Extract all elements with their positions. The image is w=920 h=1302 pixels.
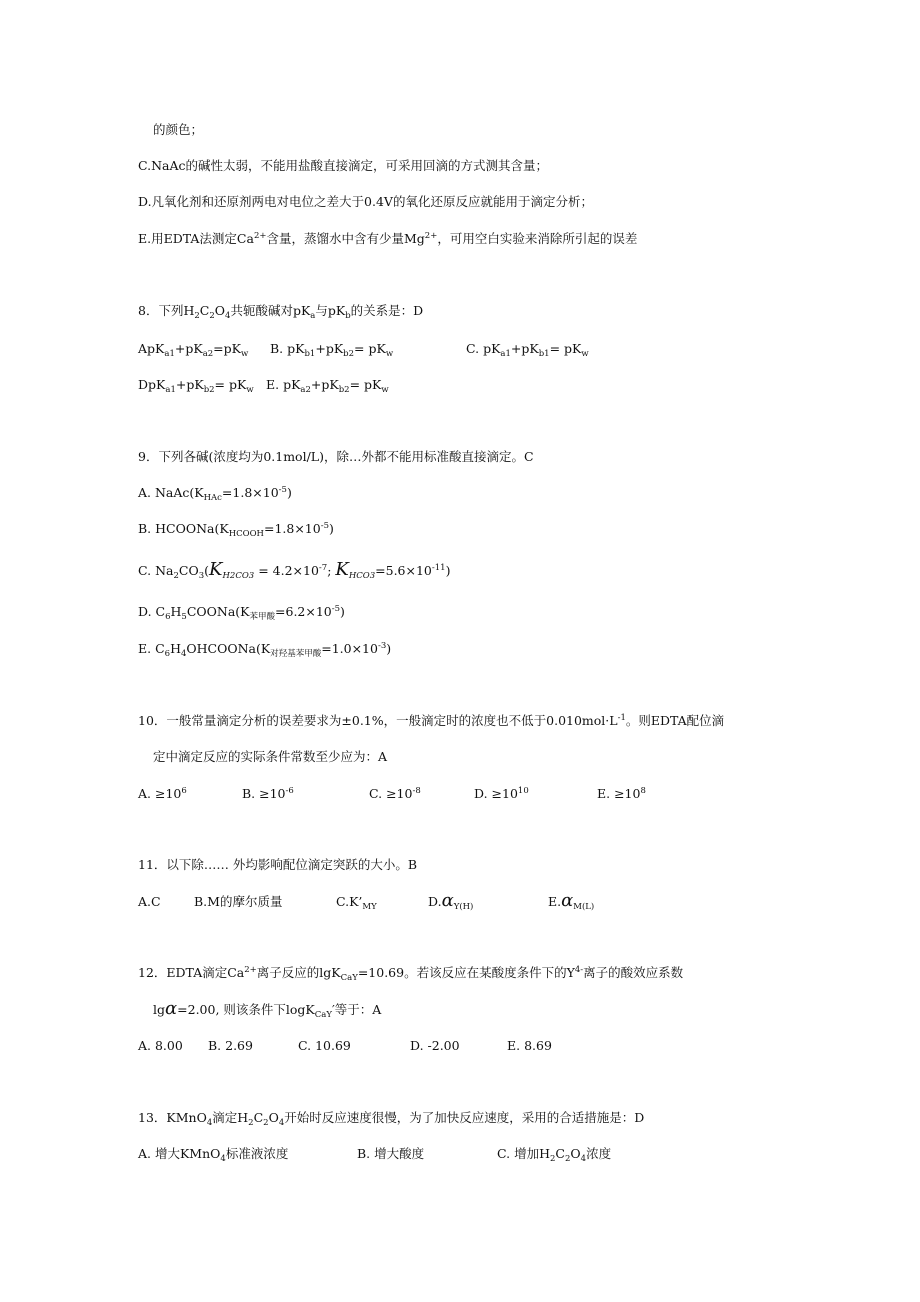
q11-option-c: $C.K’_{MY}$	[336, 894, 377, 912]
q10-stem-line1: 10．一般常量滴定分析的误差要求为±0.1%，一般滴定时的浓度也不低于$0.010mol\cdot L^{-1}$。则EDTA配位滴	[138, 713, 725, 728]
statement-d: D.凡氧化剂和还原剂两电对电位之差大于0.4V的氧化还原反应就能用于滴定分析；	[138, 194, 593, 209]
q12-stem-line1: 12．EDTA滴定$Ca^{2+}$离子反应的lgK$_{CaY}$=10.69。若该反应在某酸度条件下的$Y^{4-}$离子的酸效应系数	[138, 965, 684, 983]
q10-option-e: E. $\ge 10^8$	[597, 786, 646, 801]
q8-option-a: $ApK_{a1}+pK_{a2}=pK_w$	[138, 341, 249, 359]
q11-stem: 11．以下除…… 外均影响配位滴定突跃的大小。B	[138, 857, 418, 872]
statement-e: E.用EDTA法测定$Ca^{2+}$含量，蒸馏水中含有少量$Mg^{2+}$，可用空白实验来消除所引起的误差	[138, 231, 638, 246]
q10-options	[138, 785, 646, 803]
q8-stem: 8．下列$H_2C_2O_4$共轭酸碱对$pK_a$与$pK_b$的关系是：D	[138, 303, 424, 321]
q13-option-c: C. 增加$H_2C_2O_4$浓度	[497, 1146, 612, 1164]
q8-option-e: E. $pK_{a2}+pK_{b2}= pK_w$	[266, 377, 389, 395]
q13-options	[138, 1145, 611, 1163]
statement-c: C.NaAc的碱性太弱，不能用盐酸直接滴定，可采用回滴的方式测其含量；	[138, 158, 549, 173]
q8-options-row2	[138, 376, 389, 394]
q12-stem-line2: lgα=2.00, 则该条件下logK$_{CaY}$′等于：A	[153, 998, 382, 1020]
q9-option-b: B. $HCOONa(K_{HCOOH}=1.8\times 10^{-5})$	[138, 521, 334, 539]
q11-option-b: B.M的摩尔质量	[194, 894, 283, 909]
q12-option-c: C. 10.69	[298, 1038, 351, 1053]
q9-option-d: D. $C_6H_5COONa(K_{苯甲酸}=6.2\times 10^{-5})$	[138, 604, 345, 622]
q10-stem-line2: 定中滴定反应的实际条件常数至少应为：A	[153, 749, 388, 764]
q10-option-a: A. $\ge 10^6$	[138, 786, 187, 801]
q10-option-b: B. $\ge 10^{-6}$	[242, 786, 294, 801]
q13-stem: 13．KMnO$_4$滴定$H_2C_2O_4$开始时反应速度很慢，为了加快反应速度，采用的合适措施是：D	[138, 1110, 645, 1128]
q9-option-a: A. $NaAc(K_{HAc}=1.8\times 10^{-5})$	[138, 485, 292, 503]
q9-option-e: E. $C_6H_4OHCOONa(K_{对羟基苯甲酸}=1.0\times 10^{-3})$	[138, 641, 392, 659]
q11-option-a: A.C	[138, 894, 161, 909]
q12-option-b: B. 2.69	[208, 1038, 253, 1053]
q12-option-d: D. -2.00	[410, 1038, 460, 1053]
q10-option-c: C. $\ge 10^{-8}$	[369, 786, 421, 801]
q13-option-b: B. 增大酸度	[357, 1146, 425, 1161]
line-color-continuation: 的颜色；	[153, 122, 204, 137]
q8-option-d: $DpK_{a1}+pK_{b2}= pK_w$	[138, 377, 254, 395]
q12-options	[138, 1037, 552, 1055]
q11-option-e: $E.\alpha_{M(L)}$	[548, 890, 595, 912]
q9-option-c: C. $Na_2CO_3(K_{H2CO3} = 4.2\times 10^{-7}$; $K_{HCO3}=5.6\times 10^{-11}$)	[138, 559, 451, 581]
q12-option-a: A. 8.00	[138, 1038, 183, 1053]
q8-option-c: C. $pK_{a1}+pK_{b1}= pK_w$	[466, 341, 589, 359]
q8-options-row1	[138, 340, 589, 358]
q11-option-d: $D.\alpha_{Y(H)}$	[428, 890, 474, 912]
q10-option-d: D. $\ge 10^{10}$	[474, 786, 529, 801]
q9-stem: 9．下列各碱(浓度均为0.1mol/L)，除…外都不能用标准酸直接滴定。C	[138, 449, 534, 464]
q8-option-b: B. $pK_{b1}+pK_{b2}= pK_w$	[270, 341, 394, 359]
q12-option-e: E. 8.69	[507, 1038, 552, 1053]
q11-options	[138, 892, 594, 911]
q13-option-a: A. 增大KMnO$_4$标准液浓度	[138, 1146, 289, 1164]
